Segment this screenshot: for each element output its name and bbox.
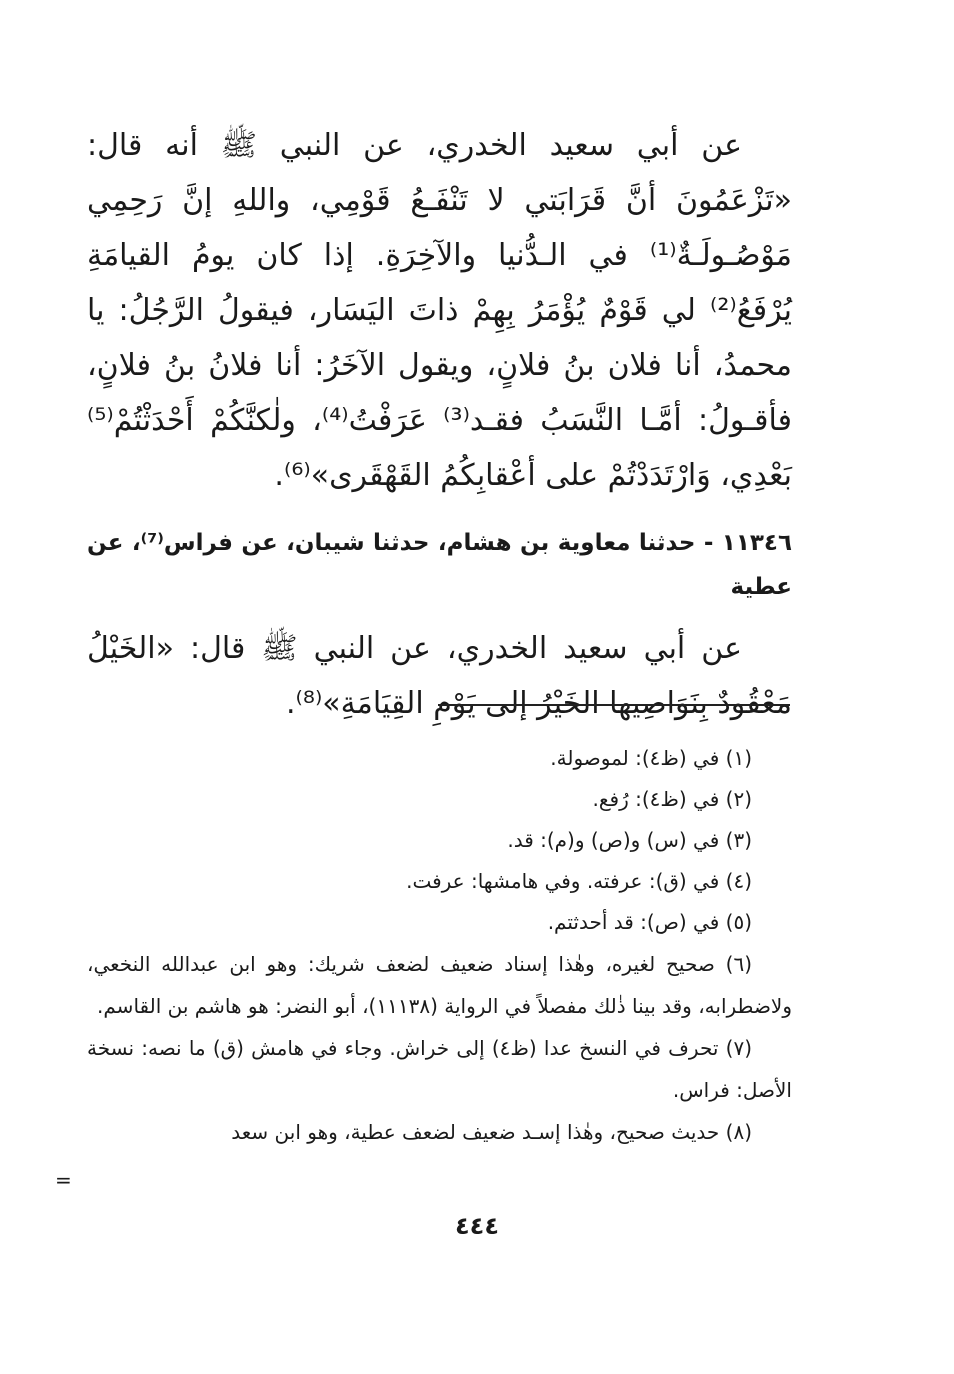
footnote-3: (٣) في (س) و(ص) و(م): قد. — [507, 828, 752, 852]
hadith-number-chain: ١١٣٤٦ - حدثنا معاوية بن هشام، حدثنا شيبان، عن فراس⁽⁷⁾، عن عطية — [87, 530, 792, 600]
main-text — [87, 118, 792, 731]
footnote-continuation-mark: = — [55, 1168, 72, 1192]
footnote-7: (٧) تحرف في النسخ عدا (ظ٤) إلى خراش. وجاء في هامش (ق) ما نصه: نسخة الأصل: فراس. — [87, 1036, 792, 1102]
hadith-text-1: عن أبي سعيد الخدري، عن النبي ﷺ أنه قال: «تَزْعَمُونَ أنَّ قَرَابَتي لا تَنْفَـعُ قَوْمِي، واللهِ إنَّ رَحِمِي مَوْصُـولَـةٌ⁽¹⁾ في الـدُّنيا والآخِرَةِ. إذا كان يومُ القيامَةِ يُرْفَعُ⁽²⁾ لي قَوْمٌ يُؤْمَرُ بِهِمْ ذاتَ اليَسَار، فيقولُ الرَّجُلُ: يا محمدُ، أنا فلان بنُ فلانٍ، ويقول الآخَرُ: أنا فلانُ بنُ فلانٍ، فأقـولُ: أمَّـا النَّسَبُ فقـد⁽³⁾ عَرَفْتُ⁽⁴⁾، ولٰكنَّكُمْ أَحْدَثْتُمْ⁽⁵⁾ بَعْدِي، وَارْتَدَدْتُمْ على أعْقابِكُمُ القَهْقَرى»⁽⁶⁾. — [87, 128, 792, 493]
footnote-8: (٨) حديث صحيح، وهٰذا إسـد ضعيف لضعف عطية، وهو ابن سعد — [231, 1120, 752, 1144]
footnote-4: (٤) في (ق): عرفته. وفي هامشها: عرفت. — [406, 869, 752, 893]
footnotes — [87, 738, 792, 1153]
hadith-text-2: عن أبي سعيد الخدري، عن النبي ﷺ قال: «الخَيْلُ مَعْقُودٌ بِنَوَاصِيها الخَيْرُ إلى يَوْمِ القِيَامَةِ»⁽⁸⁾. — [87, 631, 792, 721]
footnote-separator — [438, 704, 790, 706]
footnote-6: (٦) صحيح لغيره، وهٰذا إسناد ضعيف لضعف شريك: وهو ابن عبدالله النخعي، ولاضطرابه، وقد بينا ذٰلك مفصلاً في الرواية (١١١٣٨)، أبو النضر: هو هاشم بن القاسم. — [87, 952, 792, 1018]
page-number: ٤٤٤ — [455, 1212, 499, 1240]
footnote-1: (١) في (ظ٤): لموصولة. — [550, 746, 752, 770]
footnote-5: (٥) في (ص): قد أحدثتم. — [547, 910, 752, 934]
footnote-2: (٢) في (ظ٤): رُفع. — [592, 787, 752, 811]
